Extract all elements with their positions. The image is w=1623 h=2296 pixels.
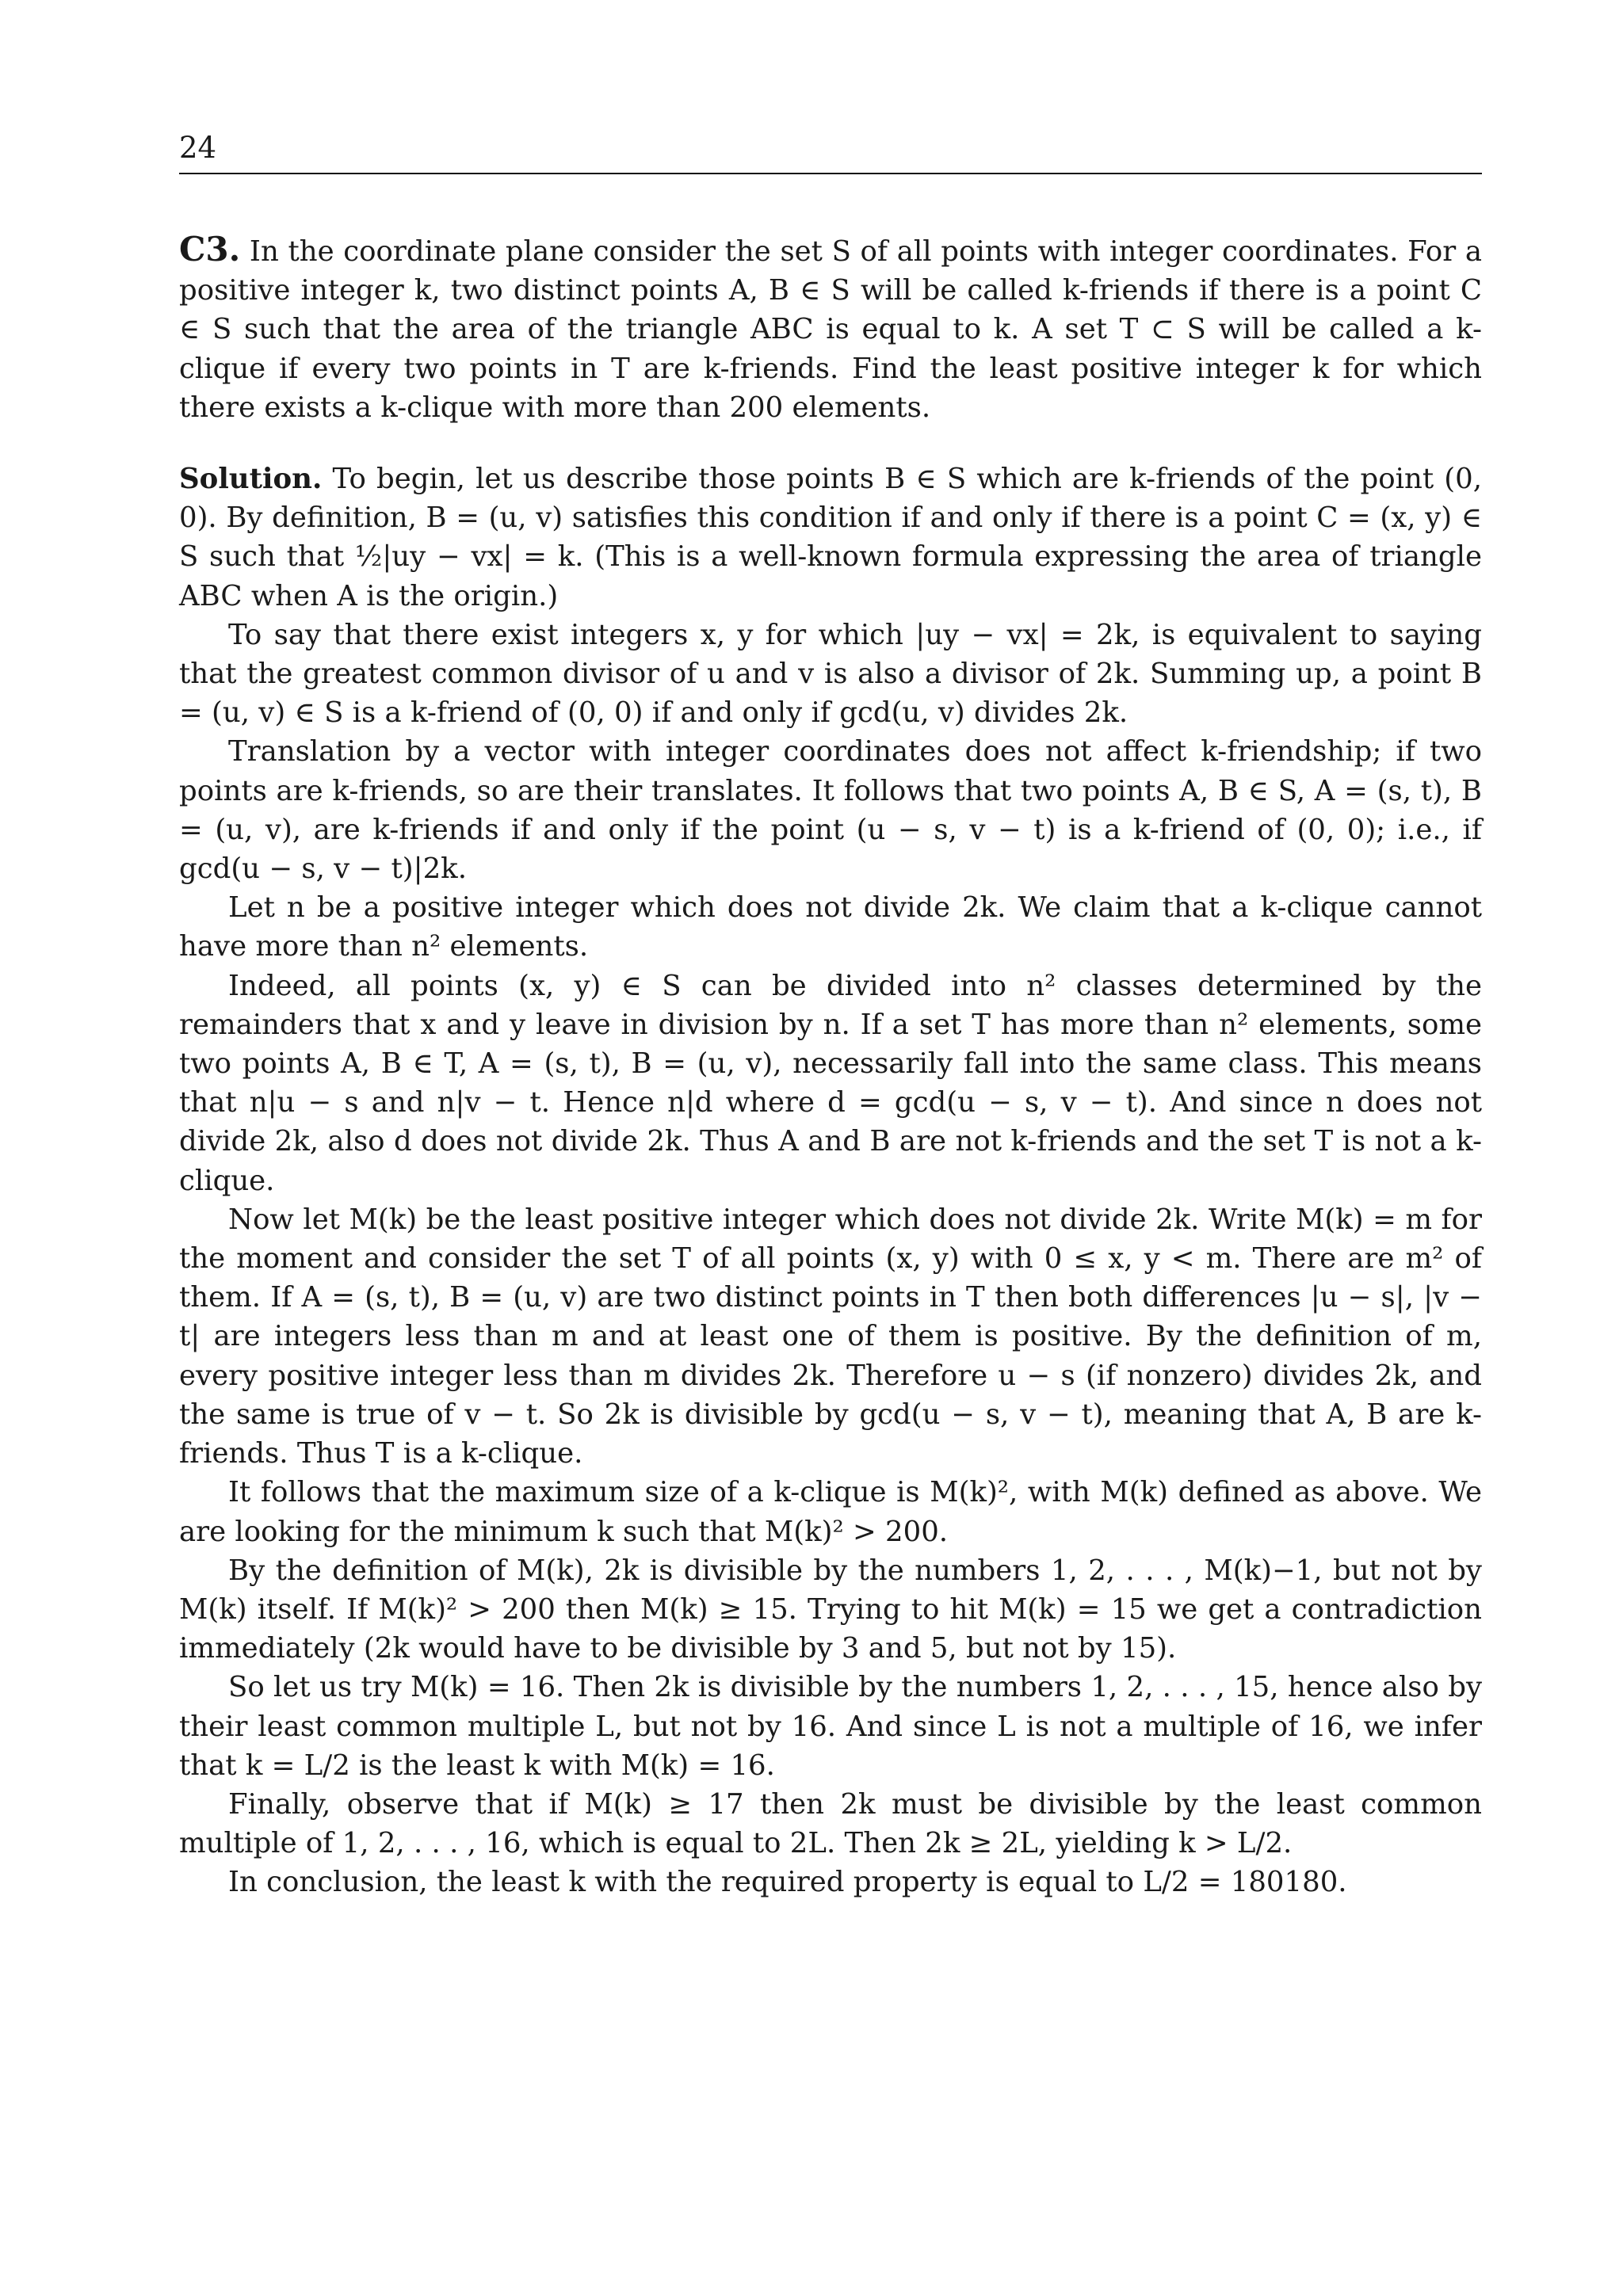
header-rule [179, 173, 1482, 174]
solution-paragraph: So let us try M(k) = 16. Then 2k is divisible by the numbers 1, 2, . . . , 15, hence also by their least common multiple L, but not by 16. And since L is not a multiple of 16, we infer that k = L/2 is the least k with M(k) = 16. [179, 1671, 1482, 1782]
solution-conclusion: In conclusion, the least k with the required property is equal to L/2 = 180180. [228, 1866, 1347, 1899]
page-number: 24 [179, 131, 217, 165]
problem-statement [179, 230, 1482, 427]
solution-text: To begin, let us describe those points B ∈ S which are k-friends of the point (0, 0). By definition, B = (u, v) satisfies this condition if and only if there is a point C = (x, y) ∈ S such that ½|uy − vx| = k. (This is a well-known formula expressing the area of triangle ABC when A is the origin.) [179, 463, 1482, 612]
solution-paragraph [179, 460, 1482, 616]
page-content [179, 230, 1482, 1902]
solution-paragraph: Translation by a vector with integer coordinates does not affect k-friendship; if two points are k-friends, so are their translates. It follows that two points A, B ∈ S, A = (s, t), B = (u, v), are k-friends if and only if the point (u − s, v − t) is a k-friend of (0, 0); i.e., if gcd(u − s, v − t)|2k. [179, 735, 1482, 886]
solution-paragraph: Finally, observe that if M(k) ≥ 17 then 2k must be divisible by the least common multiple of 1, 2, . . . , 16, which is equal to 2L. Then 2k ≥ 2L, yielding k > L/2. [179, 1787, 1482, 1860]
problem-label: C3. [179, 230, 241, 269]
solution-paragraph: It follows that the maximum size of a k-clique is M(k)², with M(k) defined as above. We are looking for the minimum k such that M(k)² > 200. [179, 1476, 1482, 1548]
solution-label: Solution. [179, 463, 323, 496]
solution-paragraph: Now let M(k) be the least positive integer which does not divide 2k. Write M(k) = m for the moment and consider the set T of all points (x, y) with 0 ≤ x, y < m. There are m² of them. If A = (s, t), B = (u, v) are two distinct points in T then both differences |u − s|, |v − t| are integers less than m and at least one of them is positive. By the definition of m, every positive integer less than m divides 2k. Therefore u − s (if nonzero) divides 2k, and the same is true of v − t. So 2k is divisible by gcd(u − s, v − t), meaning that A, B are k-friends. Thus T is a k-clique. [179, 1203, 1482, 1470]
solution-paragraph: Let n be a positive integer which does not divide 2k. We claim that a k-clique cannot have more than n² elements. [179, 891, 1482, 963]
problem-text: In the coordinate plane consider the set S of all points with integer coordinates. For a positive integer k, two distinct points A, B ∈ S will be called k-friends if there is a point C ∈ S such that the area of the triangle ABC is equal to k. A set T ⊂ S will be called a k-clique if every two points in T are k-friends. Find the least positive integer k for which there exists a k-clique with more than 200 elements. [179, 235, 1482, 424]
solution-paragraph: By the definition of M(k), 2k is divisible by the numbers 1, 2, . . . , M(k)−1, but not by M(k) itself. If M(k)² > 200 then M(k) ≥ 15. Trying to hit M(k) = 15 we get a contradiction immediately (2k would have to be divisible by 3 and 5, but not by 15). [179, 1554, 1482, 1665]
solution-paragraph: To say that there exist integers x, y for which |uy − vx| = 2k, is equivalent to saying that the greatest common divisor of u and v is also a divisor of 2k. Summing up, a point B = (u, v) ∈ S is a k-friend of (0, 0) if and only if gcd(u, v) divides 2k. [179, 618, 1482, 730]
solution-paragraph: Indeed, all points (x, y) ∈ S can be divided into n² classes determined by the remainders that x and y leave in division by n. If a set T has more than n² elements, some two points A, B ∈ T, A = (s, t), B = (u, v), necessarily fall into the same class. This means that n|u − s and n|v − t. Hence n|d where d = gcd(u − s, v − t). And since n does not divide 2k, also d does not divide 2k. Thus A and B are not k-friends and the set T is not a k-clique. [179, 969, 1482, 1197]
